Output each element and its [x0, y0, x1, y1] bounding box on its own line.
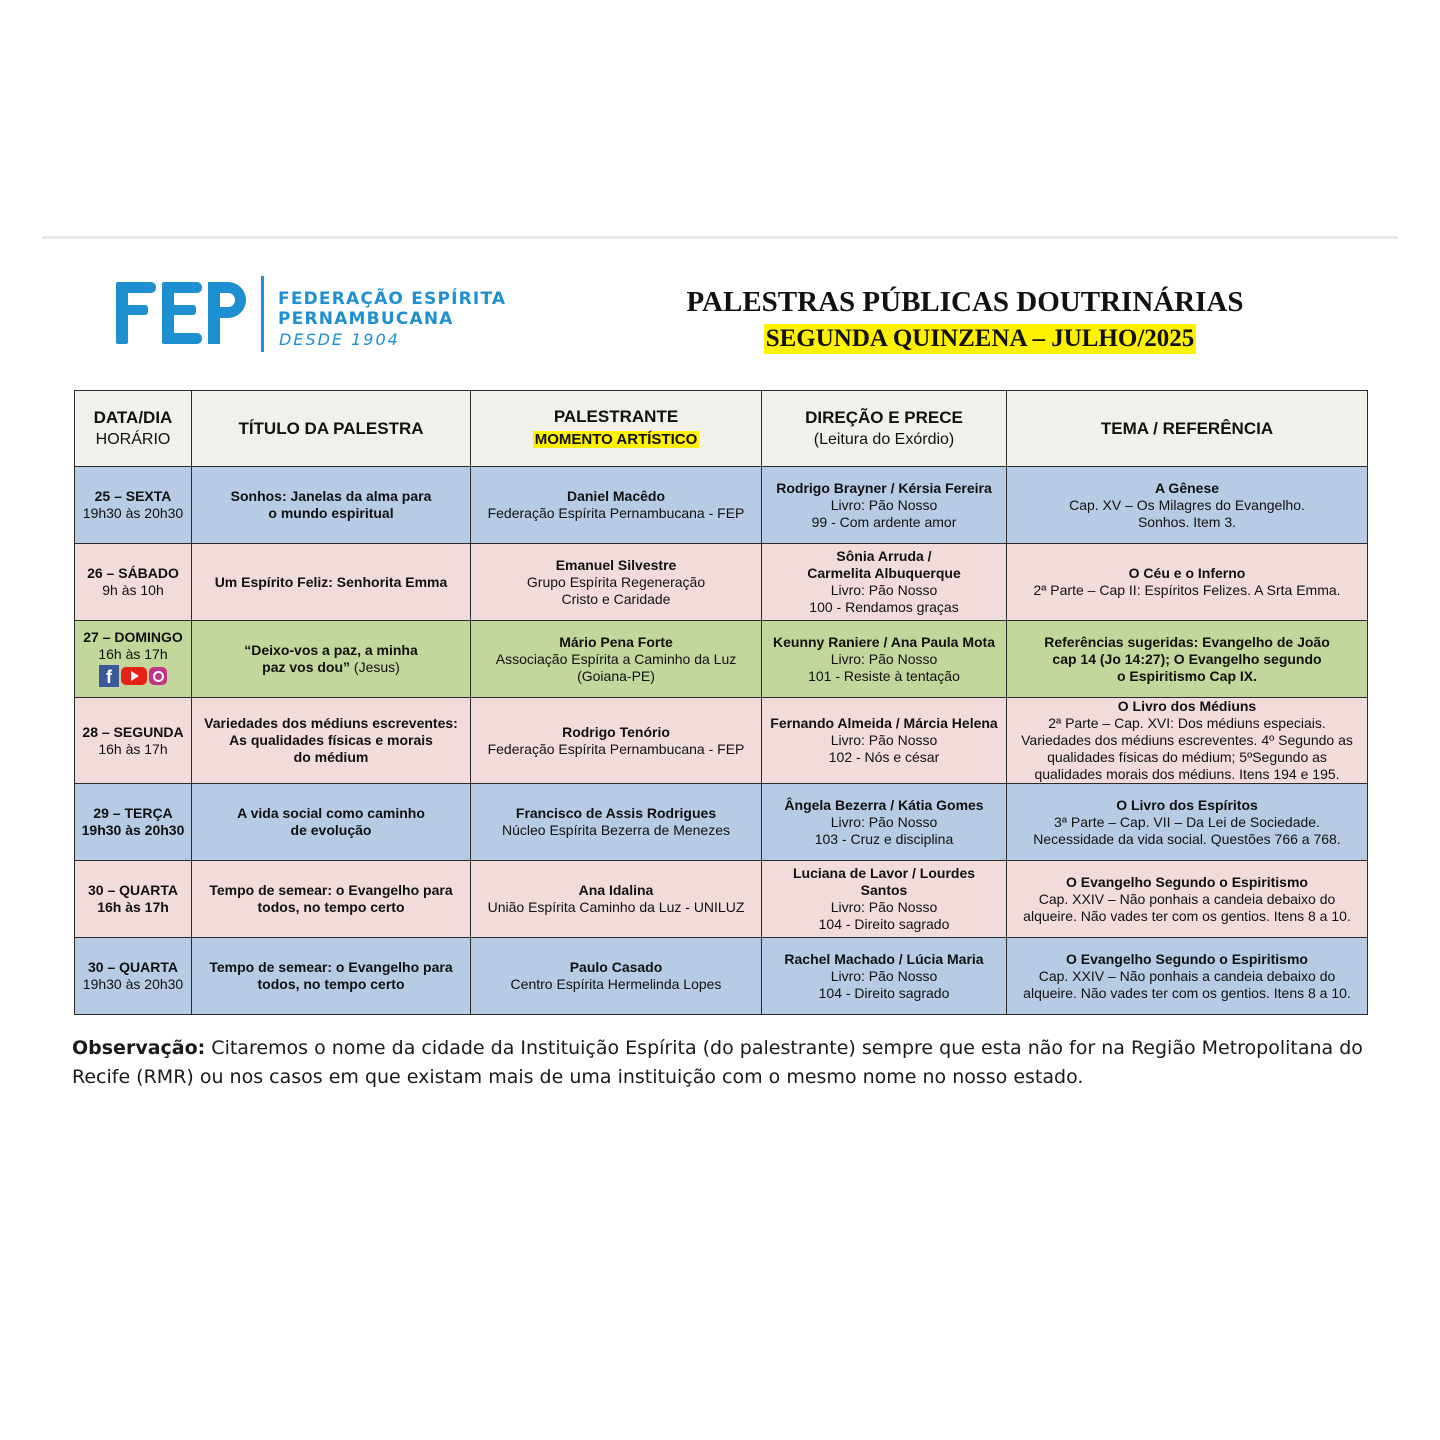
cell-speaker: Francisco de Assis Rodrigues Núcleo Espírita Bezerra de Menezes	[471, 784, 762, 861]
cell-date: 27 – DOMINGO 16h às 17h f	[75, 621, 192, 698]
cell-direction: Rodrigo Brayner / Kérsia Fereira Livro: Pão Nosso 99 - Com ardente amor	[762, 467, 1007, 544]
table-row	[75, 938, 1368, 1015]
col-header-speaker: PALESTRANTE MOMENTO ARTÍSTICO	[471, 391, 762, 467]
cell-speaker: Mário Pena Forte Associação Espírita a Caminho da Luz (Goiana-PE)	[471, 621, 762, 698]
cell-speaker: Ana Idalina União Espírita Caminho da Luz - UNILUZ	[471, 861, 762, 938]
col-header-theme: TEMA / REFERÊNCIA	[1007, 391, 1368, 467]
table-row	[75, 544, 1368, 621]
top-divider	[42, 236, 1398, 239]
cell-direction: Ângela Bezerra / Kátia Gomes Livro: Pão Nosso 103 - Cruz e disciplina	[762, 784, 1007, 861]
table-row	[75, 784, 1368, 861]
cell-theme: O Céu e o Inferno 2ª Parte – Cap II: Espíritos Felizes. A Srta Emma.	[1007, 544, 1368, 621]
org-name-line1: FEDERAÇÃO ESPÍRITA	[278, 289, 507, 309]
instagram-icon[interactable]	[149, 667, 167, 685]
fep-logo-mark-icon	[116, 276, 251, 352]
cell-speaker: Paulo Casado Centro Espírita Hermelinda Lopes	[471, 938, 762, 1015]
fep-logo	[116, 276, 516, 356]
cell-date: 26 – SÁBADO 9h às 10h	[75, 544, 192, 621]
org-since: DESDE 1904	[279, 330, 400, 349]
cell-theme: O Evangelho Segundo o Espiritismo Cap. XXIV – Não ponhais a candeia debaixo do alqueire. Não vades ter com os gentios. Itens 8 a 10.	[1007, 938, 1368, 1015]
table-row	[75, 698, 1368, 784]
cell-theme: Referências sugeridas: Evangelho de João cap 14 (Jo 14:27); O Evangelho segundo o Espiritismo Cap IX.	[1007, 621, 1368, 698]
artistic-moment-label: MOMENTO ARTÍSTICO	[534, 431, 698, 448]
page-title: PALESTRAS PÚBLICAS DOUTRINÁRIAS	[686, 286, 1244, 318]
cell-title: Tempo de semear: o Evangelho para todos, no tempo certo	[192, 861, 471, 938]
cell-speaker: Daniel Macêdo Federação Espírita Pernambucana - FEP	[471, 467, 762, 544]
col-header-direction: DIREÇÃO E PRECE (Leitura do Exórdio)	[762, 391, 1007, 467]
table-row	[75, 861, 1368, 938]
schedule-table	[74, 390, 1368, 1015]
cell-title: Tempo de semear: o Evangelho para todos, no tempo certo	[192, 938, 471, 1015]
org-name	[278, 289, 506, 329]
cell-speaker: Emanuel Silvestre Grupo Espírita Regeneração Cristo e Caridade	[471, 544, 762, 621]
cell-date: 30 – QUARTA 16h às 17h	[75, 861, 192, 938]
col-header-title: TÍTULO DA PALESTRA	[192, 391, 471, 467]
cell-theme: O Livro dos Espíritos 3ª Parte – Cap. VII – Da Lei de Sociedade. Necessidade da vida social. Questões 766 a 768.	[1007, 784, 1368, 861]
cell-title: A vida social como caminho de evolução	[192, 784, 471, 861]
social-links	[77, 665, 189, 689]
page-subtitle-wrap	[620, 324, 1340, 354]
cell-date: 25 – SEXTA 19h30 às 20h30	[75, 467, 192, 544]
observation-text: Citaremos o nome da cidade da Instituição Espírita (do palestrante) sempre que esta não for na Região Metropolitana do Recife (RMR) ou nos casos em que existam mais de uma instituição com o mesmo nome no nosso estado.	[72, 1037, 1363, 1088]
org-name-line2: PERNAMBUCANA	[278, 309, 454, 329]
table-header-row	[75, 391, 1368, 467]
cell-title: Sonhos: Janelas da alma para o mundo espiritual	[192, 467, 471, 544]
cell-title: Um Espírito Feliz: Senhorita Emma	[192, 544, 471, 621]
cell-date: 29 – TERÇA 19h30 às 20h30	[75, 784, 192, 861]
cell-direction: Keunny Raniere / Ana Paula Mota Livro: Pão Nosso 101 - Resiste à tentação	[762, 621, 1007, 698]
observation-note	[72, 1034, 1372, 1092]
cell-date: 30 – QUARTA 19h30 às 20h30	[75, 938, 192, 1015]
facebook-icon[interactable]: f	[99, 665, 119, 687]
cell-theme: O Livro dos Médiuns 2ª Parte – Cap. XVI: Dos médiuns especiais. Variedades dos médiuns escreventes. 4º Segundo as qualidades físicas do médium; 5ºSegundo as qualidades morais dos médiuns. Itens 194 e 195.	[1007, 698, 1368, 784]
cell-theme: A Gênese Cap. XV – Os Milagres do Evangelho. Sonhos. Item 3.	[1007, 467, 1368, 544]
table-row	[75, 621, 1368, 698]
cell-direction: Fernando Almeida / Márcia Helena Livro: Pão Nosso 102 - Nós e césar	[762, 698, 1007, 784]
cell-speaker: Rodrigo Tenório Federação Espírita Pernambucana - FEP	[471, 698, 762, 784]
cell-direction: Luciana de Lavor / Lourdes Santos Livro: Pão Nosso 104 - Direito sagrado	[762, 861, 1007, 938]
youtube-icon[interactable]	[121, 667, 147, 685]
cell-date: 28 – SEGUNDA 16h às 17h	[75, 698, 192, 784]
cell-title: Variedades dos médiuns escreventes: As qualidades físicas e morais do médium	[192, 698, 471, 784]
logo-divider	[261, 276, 264, 352]
table-row	[75, 467, 1368, 544]
page-subtitle: SEGUNDA QUINZENA – JULHO/2025	[765, 325, 1195, 352]
col-header-date: DATA/DIA HORÁRIO	[75, 391, 192, 467]
cell-title: “Deixo-vos a paz, a minha paz vos dou” (Jesus)	[192, 621, 471, 698]
cell-direction: Sônia Arruda / Carmelita Albuquerque Livro: Pão Nosso 100 - Rendamos graças	[762, 544, 1007, 621]
observation-label: Observação:	[72, 1037, 206, 1059]
cell-theme: O Evangelho Segundo o Espiritismo Cap. XXIV – Não ponhais a candeia debaixo do alqueire. Não vades ter com os gentios. Itens 8 a 10.	[1007, 861, 1368, 938]
cell-direction: Rachel Machado / Lúcia Maria Livro: Pão Nosso 104 - Direito sagrado	[762, 938, 1007, 1015]
